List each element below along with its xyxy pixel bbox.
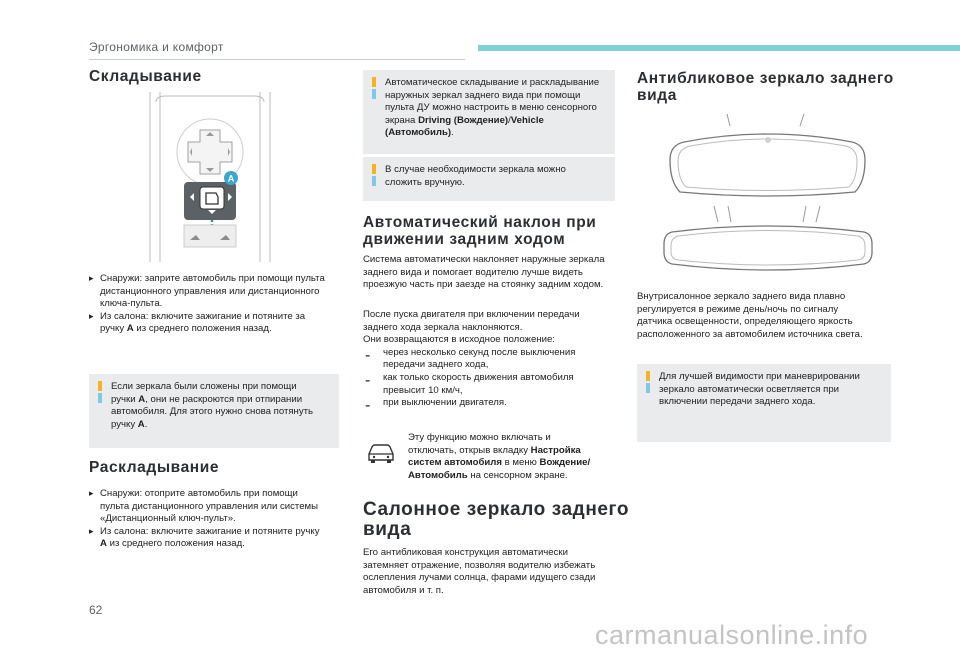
list-item <box>89 273 339 311</box>
text-line: автомобиля. Для этого нужно снова потянуть <box>111 406 314 418</box>
text-line: передачи заднего хода, <box>383 359 489 371</box>
note-box-reverse-gear <box>637 364 891 442</box>
tilt-conditions <box>363 309 618 415</box>
text-line: Его антибликовая конструкция автоматически <box>363 547 568 558</box>
text-line: В случае необходимости зеркала можно <box>385 164 566 175</box>
heading-auto-tilt: Автоматический наклон при движении задним ходом <box>363 214 597 248</box>
svg-text:A: A <box>227 173 235 184</box>
text-line: затемняет отражение, позволяя водителю избежать <box>363 559 596 571</box>
text-line: сложить вручную. <box>385 176 465 188</box>
antiglare-description <box>637 291 897 341</box>
note-indicator-icon <box>372 77 376 99</box>
text-line: Для лучшей видимости при маневрировании <box>659 371 860 382</box>
text-line: Внутрисалонное зеркало заднего вида плавно <box>637 291 846 302</box>
section-title: Эргономика и комфорт <box>89 40 224 54</box>
note-box-auto-fold <box>363 70 615 154</box>
text-line: ручки A, они не раскроются при отпирании <box>111 393 303 405</box>
text-line: ручку A. <box>111 418 148 430</box>
text-line: После пуска двигателя при включении передачи <box>363 309 580 320</box>
interior-mirror-description <box>363 547 618 597</box>
text-line: зеркало автоматически осветляется при <box>659 383 840 395</box>
text-line: экрана Driving (Вождение)/Vehicle <box>385 114 544 126</box>
text-line: Из салона: включите зажигание и потяните за <box>100 310 306 322</box>
watermark-text: carmanualsonline.info <box>595 620 869 650</box>
text-line: «Дистанционный ключ-пульт». <box>100 513 236 525</box>
bullet-icon: ▸ <box>89 488 94 498</box>
text-line: при выключении двигателя. <box>383 397 507 409</box>
text-line: через несколько секунд после выключения <box>383 346 576 358</box>
header-divider <box>89 59 465 60</box>
text-line: Из салона: включите зажигание и потяните ручку <box>100 525 320 537</box>
text-line: заднего хода зеркала наклоняются. <box>363 321 523 333</box>
text-line: A из среднего положения назад. <box>100 538 245 550</box>
text-line: пульта ДУ можно настроить в меню сенсорного <box>385 102 597 114</box>
list-item: - через несколько секунд после выключения передачи заднего хода, <box>363 347 618 372</box>
bullet-icon: ▸ <box>89 525 94 536</box>
note-indicator-icon <box>372 164 376 186</box>
text-line: ослепления лучами солнца, фарами идущего сзади <box>363 572 596 584</box>
heading-antiglare-mirror: Антибликовое зеркало заднего вида <box>637 70 894 104</box>
heading-unfolding: Раскладывание <box>89 459 220 476</box>
text-line: регулируется в режиме день/ночь по сигналу <box>637 303 839 315</box>
text-line: ручку A из среднего положения назад. <box>100 323 272 335</box>
header-accent-bar <box>478 45 960 51</box>
text-line: Снаружи: заприте автомобиль при помощи пульта <box>100 273 325 284</box>
text-line: отключать, открыв вкладку Настройка <box>408 444 581 456</box>
text-line: расположенного за автомобилем источника света. <box>637 328 863 340</box>
text-line: пульта дистанционного управления или системы <box>100 500 319 512</box>
list-item: - при выключении двигателя. <box>363 397 618 410</box>
text-line: дистанционного управления или дистанционного <box>100 285 320 297</box>
text-line: Система автоматически наклоняет наружные зеркала <box>363 254 605 265</box>
unfold-instructions <box>89 488 341 551</box>
text-line: как только скорость движения автомобиля <box>383 371 574 383</box>
rear-view-mirror-illustration <box>660 112 875 282</box>
bullet-icon: ▸ <box>89 273 94 283</box>
note-indicator-icon <box>98 381 102 403</box>
text-line: заднего вида и помогает водителю лучше видеть <box>363 266 583 278</box>
page-number: 62 <box>89 603 103 617</box>
note-box-manual-fold <box>363 157 615 201</box>
list-item <box>89 526 341 551</box>
bullet-icon: ▸ <box>89 310 94 321</box>
fold-instructions <box>89 273 339 336</box>
text-line: датчика освещенности, определяющего яркость <box>637 316 853 328</box>
text-line: систем автомобиля в меню Вождение/ <box>408 457 591 469</box>
text-line: Они возвращаются в исходное положение: <box>363 334 555 346</box>
text-line: Эту функцию можно включать и <box>408 432 551 443</box>
text-line: Снаружи: отоприте автомобиль при помощи <box>100 488 298 499</box>
text-line: Автомобиль на сенсорном экране. <box>408 469 568 481</box>
text-line: включении передачи заднего хода. <box>659 396 816 408</box>
text-line: Если зеркала были сложены при помощи <box>111 381 297 392</box>
car-settings-note <box>408 432 613 482</box>
heading-interior-mirror: Салонное зеркало заднего вида <box>363 499 630 540</box>
text-line: наружных зеркал заднего вида при помощи <box>385 89 581 101</box>
list-item <box>89 488 341 526</box>
text-line: проезжую часть при заезде на стоянку задним ходом. <box>363 279 604 291</box>
list-item <box>89 311 339 336</box>
car-icon <box>366 442 396 464</box>
tilt-description <box>363 254 618 292</box>
note-box-folded-mirrors <box>89 374 339 448</box>
text-line: Автоматическое складывание и раскладывание <box>385 77 600 88</box>
text-line: (Автомобиль). <box>385 127 454 139</box>
text-line: автомобиля и т. п. <box>363 584 444 596</box>
heading-folding: Складывание <box>89 68 202 85</box>
note-indicator-icon <box>646 371 650 393</box>
door-control-panel-illustration <box>120 92 306 262</box>
text-line: ключа-пульта. <box>100 298 163 310</box>
text-line: превысит 10 км/ч, <box>383 384 463 396</box>
list-item: - как только скорость движения автомобиля превысит 10 км/ч, <box>363 372 618 397</box>
